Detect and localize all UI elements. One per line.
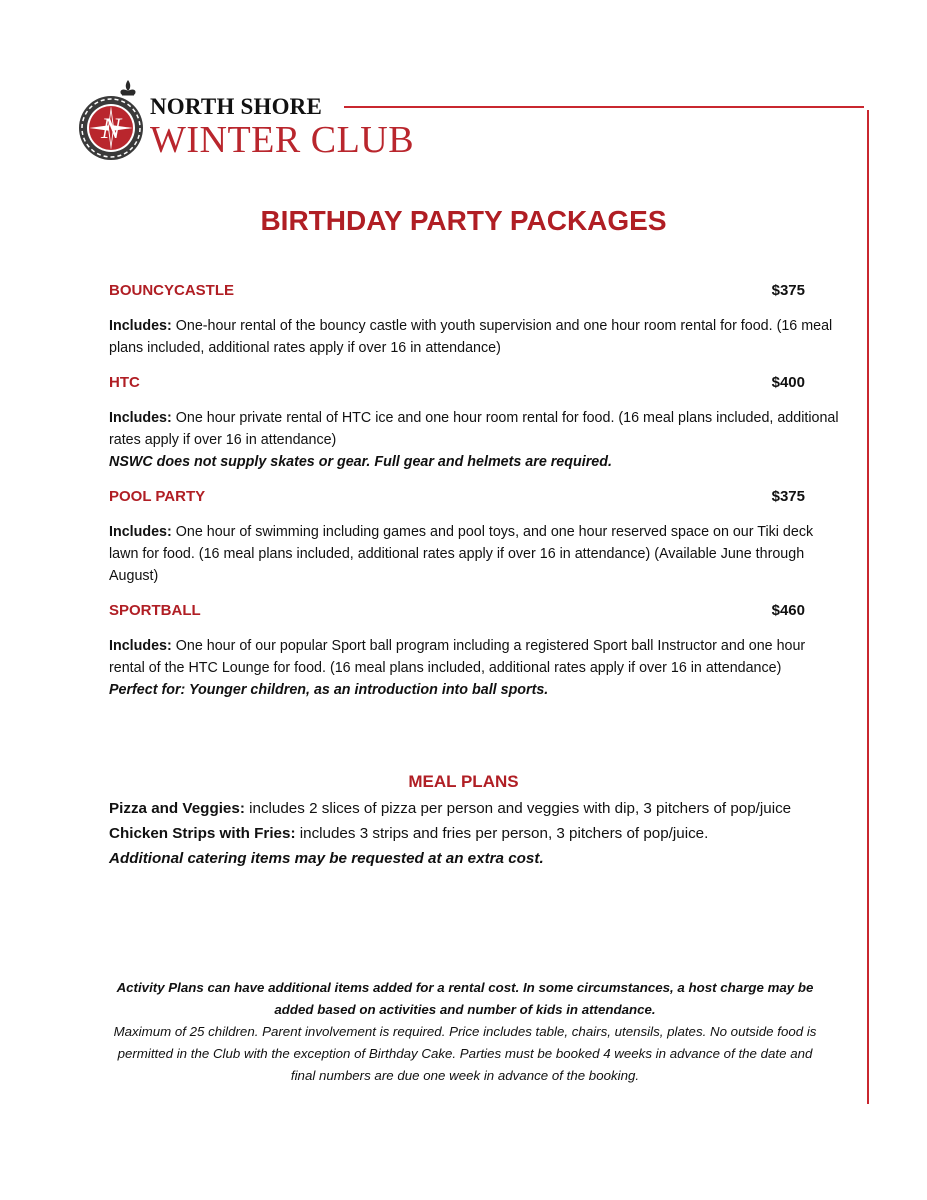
includes-text: One hour of our popular Sport ball program including a registered Sport ball Instructor and one hour rental of the HTC Lounge for food. (16 meal plans included, additional rates apply if over 16 in attendance) [109, 638, 806, 676]
meal-plans-title: MEAL PLANS [408, 772, 519, 791]
footer-notes [105, 977, 825, 1087]
package-name: POOL PARTY [109, 488, 206, 505]
package-note: NSWC does not supply skates or gear. Full gear and helmets are required. [109, 454, 612, 470]
brand-name-bottom: WINTER CLUB [150, 119, 415, 161]
meal-plan-item [109, 796, 809, 821]
package-description-sportball [109, 635, 839, 701]
brand-name-top: NORTH SHORE [150, 94, 323, 119]
package-price: $375 [771, 488, 805, 505]
includes-text: One-hour rental of the bouncy castle with youth supervision and one hour room rental for food. (16 meal plans included, additional rates apply if over 16 in attendance) [109, 318, 833, 356]
meal-plans-note: Additional catering items may be requested at an extra cost. [109, 850, 544, 867]
package-description-bouncycastle [109, 315, 839, 359]
includes-label: Includes: [109, 410, 172, 426]
meal-plan-text: includes 2 slices of pizza per person and veggies with dip, 3 pitchers of pop/juice [249, 800, 792, 817]
includes-text: One hour of swimming including games and pool toys, and one hour reserved space on our Tiki deck lawn for food. (16 meal plans included, additional rates apply if over 16 in attendance) (Available June through August) [109, 524, 814, 584]
svg-text:N: N [100, 112, 122, 145]
package-header-pool-party [109, 488, 805, 505]
package-name: SPORTBALL [109, 602, 201, 619]
includes-label: Includes: [109, 638, 172, 654]
includes-label: Includes: [109, 524, 172, 540]
fleur-de-lis-icon [120, 80, 135, 96]
includes-text: One hour private rental of HTC ice and one hour room rental for food. (16 meal plans included, additional rates apply if over 16 in attendance) [109, 410, 839, 448]
club-logo-emblem [76, 78, 146, 164]
package-header-sportball [109, 602, 805, 619]
package-price: $460 [771, 602, 805, 619]
footer-bold-note: Activity Plans can have additional items added for a rental cost. In some circumstances, a host charge may be added based on activities and number of kids in attendance. [116, 980, 814, 1017]
meal-plan-text: includes 3 strips and fries per person, 3 pitchers of pop/juice. [299, 825, 709, 842]
package-header-htc [109, 374, 805, 391]
package-note: Perfect for: Younger children, as an introduction into ball sports. [109, 682, 549, 698]
meal-plan-label: Chicken Strips with Fries: [109, 825, 296, 842]
page-title: BIRTHDAY PARTY PACKAGES [260, 205, 667, 236]
meal-plan-label: Pizza and Veggies: [109, 800, 245, 817]
package-price: $400 [771, 374, 805, 391]
package-description-htc [109, 407, 839, 473]
meal-plans-list [109, 796, 809, 871]
package-name: HTC [109, 374, 140, 391]
includes-label: Includes: [109, 318, 172, 334]
meal-plan-item [109, 821, 809, 846]
package-header-bouncycastle [109, 282, 805, 299]
package-name: BOUNCYCASTLE [109, 282, 235, 299]
package-price: $375 [771, 282, 805, 299]
header-rule [344, 106, 864, 108]
side-rule [867, 110, 869, 1104]
package-description-pool-party [109, 521, 839, 587]
footer-note: Maximum of 25 children. Parent involvement is required. Price includes table, chairs, utensils, plates. No outside food is permitted in the Club with the exception of Birthday Cake. Parties must be booked 4 weeks in advance of the date and final numbers are due one week in advance of the booking. [113, 1024, 817, 1083]
